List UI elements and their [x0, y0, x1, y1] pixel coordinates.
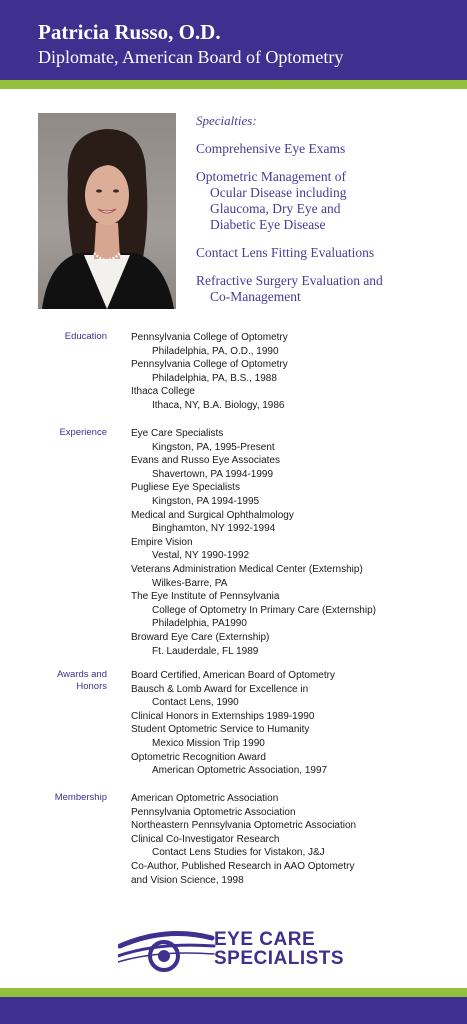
section-label-line: Membership: [54, 792, 107, 803]
entry-line: Co-Author, Published Research in AAO Optometry: [131, 860, 355, 872]
entry: [131, 427, 451, 454]
specialty-line: Comprehensive Eye Exams: [196, 141, 346, 156]
section-label-line: Awards and: [57, 669, 107, 680]
entry-line: Medical and Surgical Ophthalmology: [131, 509, 294, 521]
entry: [131, 509, 451, 536]
entry-line: Pugliese Eye Specialists: [131, 482, 240, 494]
entry: [131, 385, 451, 412]
eye-care-specialists-logo: [118, 928, 350, 976]
entry-line: and Vision Science, 1998: [131, 874, 244, 886]
entry-line: Philadelphia, PA, O.D., 1990: [152, 345, 279, 357]
entry-line: Mexico Mission Trip 1990: [152, 737, 265, 749]
section-entries: [131, 427, 451, 658]
entry: [131, 454, 451, 481]
entry: [131, 792, 451, 806]
entry-line: American Optometric Association, 1997: [152, 765, 328, 777]
entry-line: Northeastern Pennsylvania Optometric Association: [131, 820, 357, 832]
entry: [131, 819, 451, 833]
specialty-line: Diabetic Eye Disease: [210, 217, 326, 232]
specialty-line: Ocular Disease including: [210, 185, 347, 200]
entry-line: Clinical Co-Investigator Research: [131, 833, 280, 845]
specialty-line: Glaucoma, Dry Eye and: [210, 201, 341, 216]
entry-line: American Optometric Association: [131, 793, 279, 804]
entry-line: Pennsylvania College of Optometry: [131, 359, 288, 371]
footer-accent-stripe: [0, 988, 467, 997]
specialty-line: Co-Management: [210, 289, 301, 304]
logo-wordmark: [214, 930, 344, 968]
section-entries: [131, 331, 451, 413]
section-label-line: Honors: [76, 681, 107, 692]
entry: [131, 751, 451, 778]
entry-line: Broward Eye Care (Externship): [131, 631, 270, 643]
entry: [131, 331, 451, 358]
specialties-title: Specialties:: [196, 113, 257, 128]
entry-line: Evans and Russo Eye Associates: [131, 455, 280, 467]
section-label-line: Experience: [59, 427, 107, 438]
eye-swoosh-icon: [118, 928, 218, 976]
doctor-name: Patricia Russo, O.D.: [38, 20, 221, 44]
entry-line: Contact Lens Studies for Vistakon, J&J: [152, 847, 325, 859]
entry-line: Bausch & Lomb Award for Excellence in: [131, 683, 309, 695]
section-label-line: Education: [64, 331, 107, 342]
entry: [131, 536, 451, 563]
doctor-portrait: [38, 113, 176, 309]
entry-line: Board Certified, American Board of Optometry: [131, 670, 335, 681]
entry-line: The Eye Institute of Pennsylvania: [131, 591, 280, 603]
specialty-line: Refractive Surgery Evaluation and: [196, 273, 383, 288]
entry-line: Ft. Lauderdale, FL 1989: [152, 645, 259, 657]
entry-line: Empire Vision: [131, 536, 193, 548]
entry-line: Eye Care Specialists: [131, 428, 224, 439]
section-label: [20, 792, 107, 804]
entry: [131, 710, 451, 724]
entry-line: Philadelphia, PA1990: [152, 618, 247, 630]
entry-line: Vestal, NY 1990-1992: [152, 550, 250, 562]
specialty-item: [196, 169, 441, 233]
specialty-item: [196, 245, 441, 261]
entry-line: Pennsylvania College of Optometry: [131, 332, 288, 343]
doctor-credential: Diplomate, American Board of Optometry: [38, 47, 344, 67]
entry-line: Clinical Honors in Externships 1989-1990: [131, 710, 315, 722]
logo-line-1: EYE CARE: [214, 929, 316, 950]
specialty-line: Contact Lens Fitting Evaluations: [196, 245, 375, 260]
section-entries: [131, 792, 451, 887]
logo-line-2: SPECIALISTS: [214, 948, 345, 969]
specialty-item: [196, 273, 441, 305]
entry-line: Veterans Administration Medical Center (Externship): [131, 563, 363, 575]
entry: [131, 683, 451, 710]
header-accent-stripe: [0, 80, 467, 89]
entry: [131, 358, 451, 385]
entry: [131, 590, 451, 631]
entry: [131, 669, 451, 683]
section-label: [20, 427, 107, 439]
entry-line: Shavertown, PA 1994-1999: [152, 468, 274, 480]
entry: [131, 631, 451, 658]
section-entries: [131, 669, 451, 778]
entry: [131, 481, 451, 508]
entry-line: College of Optometry In Primary Care (Externship): [152, 604, 376, 616]
section-label: [20, 331, 107, 343]
entry-line: Contact Lens, 1990: [152, 697, 239, 709]
specialties-list: [196, 113, 441, 317]
entry: [131, 874, 451, 888]
entry: [131, 833, 451, 860]
entry-line: Ithaca, NY, B.A. Biology, 1986: [152, 399, 285, 411]
entry-line: Pennsylvania Optometric Association: [131, 806, 296, 818]
header-band: [0, 0, 467, 80]
entry-line: Binghamton, NY 1992-1994: [152, 523, 276, 535]
entry-line: Wilkes-Barre, PA: [152, 577, 228, 589]
entry-line: Kingston, PA 1994-1995: [152, 495, 260, 507]
entry-line: Student Optometric Service to Humanity: [131, 724, 310, 736]
entry: [131, 806, 451, 820]
section-label: [20, 669, 107, 693]
footer-band: [0, 997, 467, 1024]
entry-line: Kingston, PA, 1995-Present: [152, 441, 275, 453]
entry: [131, 563, 451, 590]
entry-line: Ithaca College: [131, 386, 195, 398]
entry-line: Philadelphia, PA, B.S., 1988: [152, 372, 277, 384]
entry: [131, 860, 451, 874]
specialty-item: [196, 141, 441, 157]
specialty-line: Optometric Management of: [196, 169, 346, 184]
entry: [131, 723, 451, 750]
entry-line: Optometric Recognition Award: [131, 751, 266, 763]
